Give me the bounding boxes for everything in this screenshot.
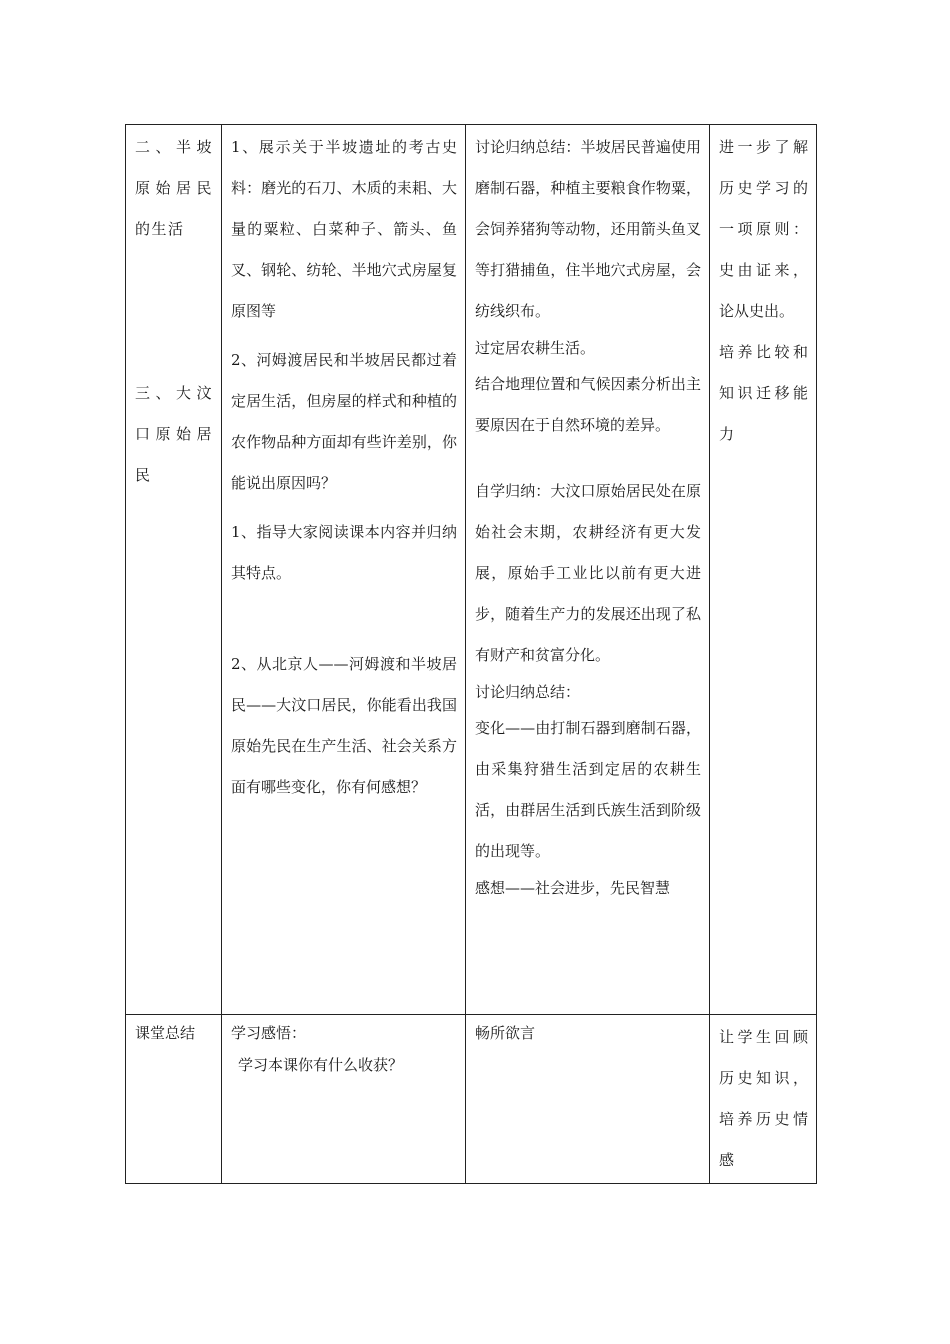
student-text-6: 变化——由打制石器到磨制石器，由采集狩猎生活到定居的农耕生活，由群居生活到氏族生活到阶级的出现等。 [475,719,701,860]
summary-stage-label: 课堂总结 [135,1024,196,1042]
table-row-summary [126,1015,817,1184]
teacher-item-3: 1、指导大家阅读课本内容并归纳其特点。 [231,523,457,582]
student-text-4: 自学归纳：大汶口原始居民处在原始社会末期，农耕经济有更大发展，原始手工业比以前有更大进步，随着生产力的发展还出现了私有财产和贫富分化。 [475,482,701,664]
section-3-heading: 三、大汶口原始居民 [135,384,213,484]
summary-student-text: 畅所欲言 [475,1024,536,1042]
student-text-2: 过定居农耕生活。 [475,339,596,357]
student-activity-cell [466,125,710,1015]
summary-intent-text: 让学生回顾历史知识，培养历史情感 [719,1028,808,1169]
student-text-5: 讨论归纳总结： [475,683,581,701]
design-intent-cell [710,125,817,1015]
summary-stage-cell [126,1015,222,1184]
summary-teacher-cell [222,1015,466,1184]
teacher-activity-cell [222,125,466,1015]
teacher-item-1: 1、展示关于半坡遗址的考古史料：磨光的石刀、木质的耒耜、大量的粟粒、白菜种子、箭头、鱼叉、钢轮、纺轮、半地穴式房屋复原图等 [231,138,457,320]
table-row-activities [126,125,817,1015]
summary-title: 学习感悟： [231,1024,307,1042]
section-2-heading: 二、半坡原始居民的生活 [135,138,213,238]
summary-question: 学习本课你有什么收获？ [238,1056,404,1074]
lesson-plan-table [125,124,817,1184]
intent-text-1: 进一步了解历史学习的一项原则：史由证来，论从史出。 [719,138,808,320]
teacher-item-4: 2、从北京人——河姆渡和半坡居民——大汶口居民，你能看出我国原始先民在生产生活、社会关系方面有哪些变化，你有何感想？ [231,655,457,796]
intent-text-2: 培养比较和知识迁移能力 [719,343,808,443]
student-text-7: 感想——社会进步，先民智慧 [475,879,671,897]
summary-intent-cell [710,1015,817,1184]
student-text-3: 结合地理位置和气候因素分析出主要原因在于自然环境的差异。 [475,375,701,434]
summary-student-cell [466,1015,710,1184]
student-text-1: 讨论归纳总结：半坡居民普遍使用磨制石器，种植主要粮食作物粟，会饲养猪狗等动物，还用箭头鱼叉等打猎捕鱼，住半地穴式房屋，会纺线织布。 [475,138,701,320]
teacher-item-2: 2、河姆渡居民和半坡居民都过着定居生活，但房屋的样式和种植的农作物品种方面却有些许差别，你能说出原因吗？ [231,351,457,492]
stage-cell [126,125,222,1015]
